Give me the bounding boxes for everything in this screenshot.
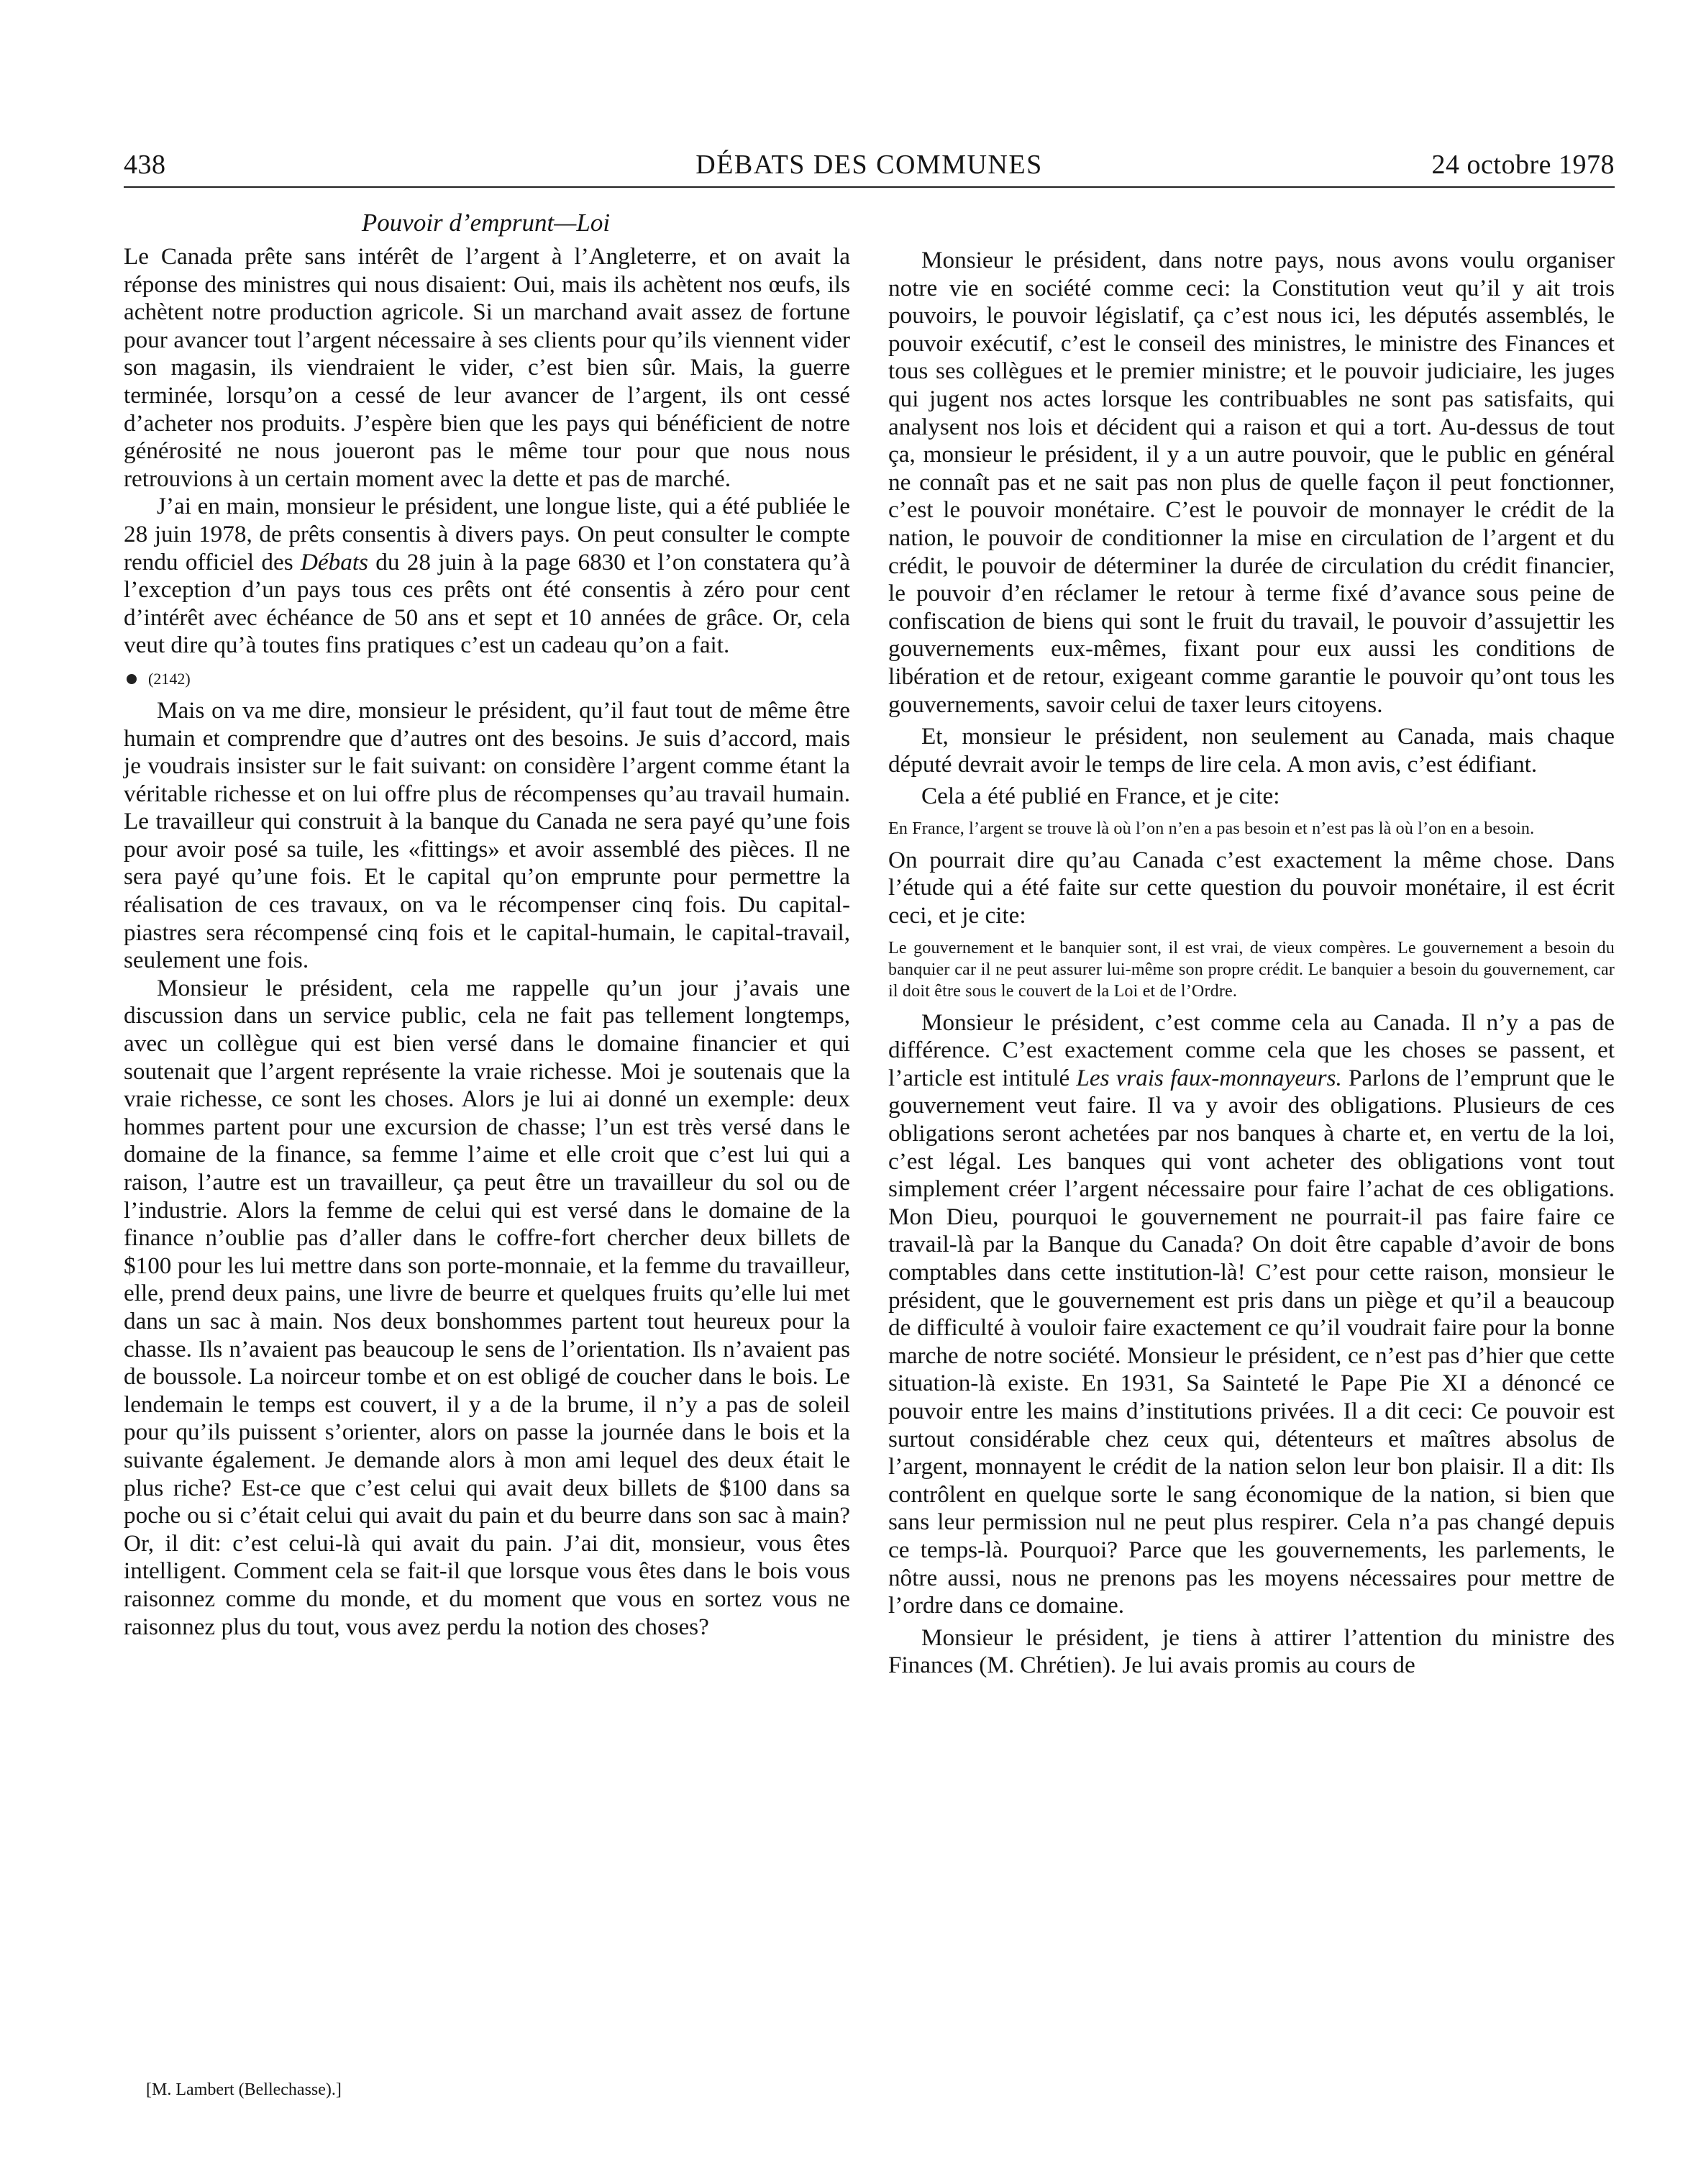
paragraph: Le Canada prête sans intérêt de l’argent à l’Angleterre, et on avait la réponse des ministres qui nous disaient: Oui, mais ils achètent nos œufs, ils achètent notre production agricole. Si un marchand avait assez de fortune pour avancer tout l’argent nécessaire à ses clients pour qu’ils viennent vider son magasin, ils viendraient le vider, c’est bien sûr. Mais, la guerre terminée, lorsqu’on a cessé de leur avancer de l’argent, ils ont cessé d’acheter nos produits. J’espère bien que les pays qui bénéficient de notre générosité ne nous joueront pas le même tour pour que nous nous retrouvions à un certain moment avec la dette et pas de marché. (124, 243, 850, 492)
time-marker (124, 668, 850, 690)
block-quote: En France, l’argent se trouve là où l’on n’en a pas besoin et n’est pas là où l’on en a besoin. (888, 819, 1535, 838)
paragraph: On pourrait dire qu’au Canada c’est exactement la même chose. Dans l’étude qui a été faite sur cette question du pouvoir monétaire, il est écrit ceci, et je cite: (888, 846, 1615, 929)
paragraph: Monsieur le président, c’est comme cela au Canada. Il n’y a pas de différence. C’est exactement comme cela que les choses se passent, et l’article est intitulé Les vrais faux-monnayeurs. Parlons de l’emprunt que le gouvernement veut faire. Il va y avoir des obligations. Plusieurs de ces obligations seront achetées par nos banques à charte et, en vertu de la loi, c’est légal. Les banques qui vont acheter des obligations vont tout simplement créer l’argent nécessaire pour faire l’achat de ces obligations. Mon Dieu, pourquoi le gouvernement ne pourrait-il pas faire faire ce travail-là par la Banque du Canada? On doit être capable d’avoir de bons comptables dans cette institution-là! C’est pour cette raison, monsieur le président, que le gouvernement est pris dans un piège et qu’il a beaucoup de difficulté à vouloir faire exactement ce qu’il voudrait faire pour la bonne marche de notre société. Monsieur le président, ce n’est pas d’hier que cette situation-là existe. En 1931, Sa Sainteté le Pape Pie XI a dénoncé ce pouvoir entre les mains d’institutions privées. Il a dit ceci: Ce pouvoir est surtout considérable chez ceux qui, détenteurs et maîtres absolus de l’argent, monnayent le crédit de la nation selon leur bon plaisir. Il a dit: Ils contrôlent en quelque sorte le sang économique de la nation, si bien que sans leur permission nul ne peut plus respirer. Cela n’a pas changé depuis ce temps-là. Pourquoi? Parce que les gouvernements, les parlements, le nôtre aussi, nous ne prenons pas les moyens nécessaires pour mettre de l’ordre dans ce domaine. (888, 1009, 1615, 1619)
speaker-attribution: [M. Lambert (Bellechasse).] (146, 2080, 342, 2099)
paragraph: Monsieur le président, je tiens à attirer l’attention du ministre des Finances (M. Chrétien). Je lui avais promis au cours de (888, 1624, 1615, 1679)
page-number: 438 (124, 150, 166, 180)
publication-title: DÉBATS DES COMMUNES (695, 150, 1043, 180)
paragraph: J’ai en main, monsieur le président, une longue liste, qui a été publiée le 28 juin 1978, de prêts consentis à divers pays. On peut consulter le compte rendu officiel des Débats du 28 juin à la page 6830 et l’on constatera qu’à l’exception d’un pays tous ces prêts ont été consentis à zéro pour cent d’intérêt avec échéance de 50 ans et sept et 10 années de grâce. Or, cela veut dire qu’à toutes fins pratiques c’est un cadeau qu’on a fait. (124, 493, 850, 659)
time-marker-label: (2142) (148, 669, 191, 688)
block-quote: Le gouvernement et le banquier sont, il est vrai, de vieux compères. Le gouvernement a besoin du banquier car il ne peut assurer lui-même son propre crédit. Le banquier a besoin du gouvernement, car il doit être sous le couvert de la Loi et de l’Ordre. (888, 938, 1615, 1001)
paragraph: Monsieur le président, cela me rappelle qu’un jour j’avais une discussion dans un service public, cela ne fait pas tellement longtemps, avec un collègue qui est bien versé dans le domaine financier et qui soutenait que l’argent représente la vraie richesse. Moi je soutenais que la vraie richesse, ce sont les choses. Alors je lui ai donné un exemple: deux hommes partent pour une excursion de chasse; l’un est très versé dans le domaine de la finance, sa femme l’aime et elle croit que c’est lui qui a raison, l’autre est un travailleur, ça peut être un travailleur du sol ou de l’industrie. Alors la femme de celui qui est versé dans le domaine de la finance n’oublie pas d’aller dans le coffre-fort chercher deux billets de $100 pour les lui mettre dans son porte-monnaie, et la femme du travailleur, elle, prend deux pains, une livre de beurre et quelques fruits qu’elle lui met dans un sac à main. Nos deux bonshommes partent tout heureux pour la chasse. Ils n’avaient pas beaucoup le sens de l’orientation. Ils n’avaient pas de boussole. La noirceur tombe et on est obligé de coucher dans le bois. Le lendemain le temps est couvert, il y a de la brume, il n’y a pas de soleil pour qu’ils puissent s’orienter, alors on passe la journée dans le bois et la suivante également. Je demande alors à mon ami lequel des deux était le plus riche? Est-ce que c’est celui qui avait deux billets de $100 dans sa poche ou si c’était celui qui avait du pain et du beurre dans son sac à main? Or, il dit: c’est celui-là qui avait du pain. J’ai dit, monsieur, vous êtes intelligent. Comment cela se fait-il que lorsque vous êtes dans le bois vous raisonnez comme du monde, et du moment que vous en sortez vous ne raisonnez plus du tout, vous avez perdu la notion des choses? (124, 974, 850, 1640)
left-column (124, 243, 850, 1641)
paragraph: Monsieur le président, dans notre pays, nous avons voulu organiser notre vie en société comme ceci: la Constitution veut qu’il y ait trois pouvoirs, le pouvoir législatif, ça c’est nous ici, les députés assemblés, le pouvoir exécutif, c’est le conseil des ministres, le ministre des Finances et tous ses collègues et le premier ministre; et le pouvoir judiciaire, les juges qui jugent nos actes lorsque les contribuables ne sont pas satisfaits, qui analysent nos lois et décident qui a raison et qui a tort. Au-dessus de tout ça, monsieur le président, il y a un autre pouvoir, que le public en général ne connaît pas et ne sait pas non plus de quelle façon il peut fonctionner, c’est le pouvoir monétaire. C’est le pouvoir de monnayer le crédit de la nation, le pouvoir de conditionner la mise en circulation de l’argent et du crédit, le pouvoir de déterminer la durée de circulation du crédit financier, le pouvoir d’en réclamer le retour à terme fixé d’avance sous peine de confiscation de biens qui sont le fruit du travail, le pouvoir d’assujettir les gouvernements eux-mêmes, fixant pour eux aussi les conditions de libération et de retour, exigeant comme garantie le pouvoir qu’ont tous les gouvernements, savoir celui de taxer leurs citoyens. (888, 247, 1615, 718)
paragraph: Et, monsieur le président, non seulement au Canada, mais chaque député devrait avoir le temps de lire cela. A mon avis, c’est édifiant. (888, 723, 1615, 778)
running-header (124, 146, 1615, 188)
publication-date: 24 octobre 1978 (1431, 150, 1615, 180)
paragraph: Mais on va me dire, monsieur le président, qu’il faut tout de même être humain et comprendre que d’autres ont des besoins. Je suis d’accord, mais je voudrais insister sur le fait suivant: on considère l’argent comme étant la véritable richesse et on lui offre plus de récompenses qu’au travail humain. Le travailleur qui construit à la banque du Canada ne sera payé qu’une fois pour avoir posé sa tuile, les «fittings» et avoir assemblé des pièces. Il ne sera payé qu’une fois. Et le capital qu’on emprunte pour permettre la réalisation de ces travaux, on va le récompenser cinq fois. Du capital-piastres sera récompensé cinq fois et le capital-humain, le capital-travail, seulement une fois. (124, 696, 850, 974)
bullet-icon (127, 674, 137, 684)
paragraph: Cela a été publié en France, et je cite: (921, 783, 1280, 810)
right-column (888, 247, 1615, 1680)
section-title: Pouvoir d’emprunt—Loi (361, 209, 611, 237)
